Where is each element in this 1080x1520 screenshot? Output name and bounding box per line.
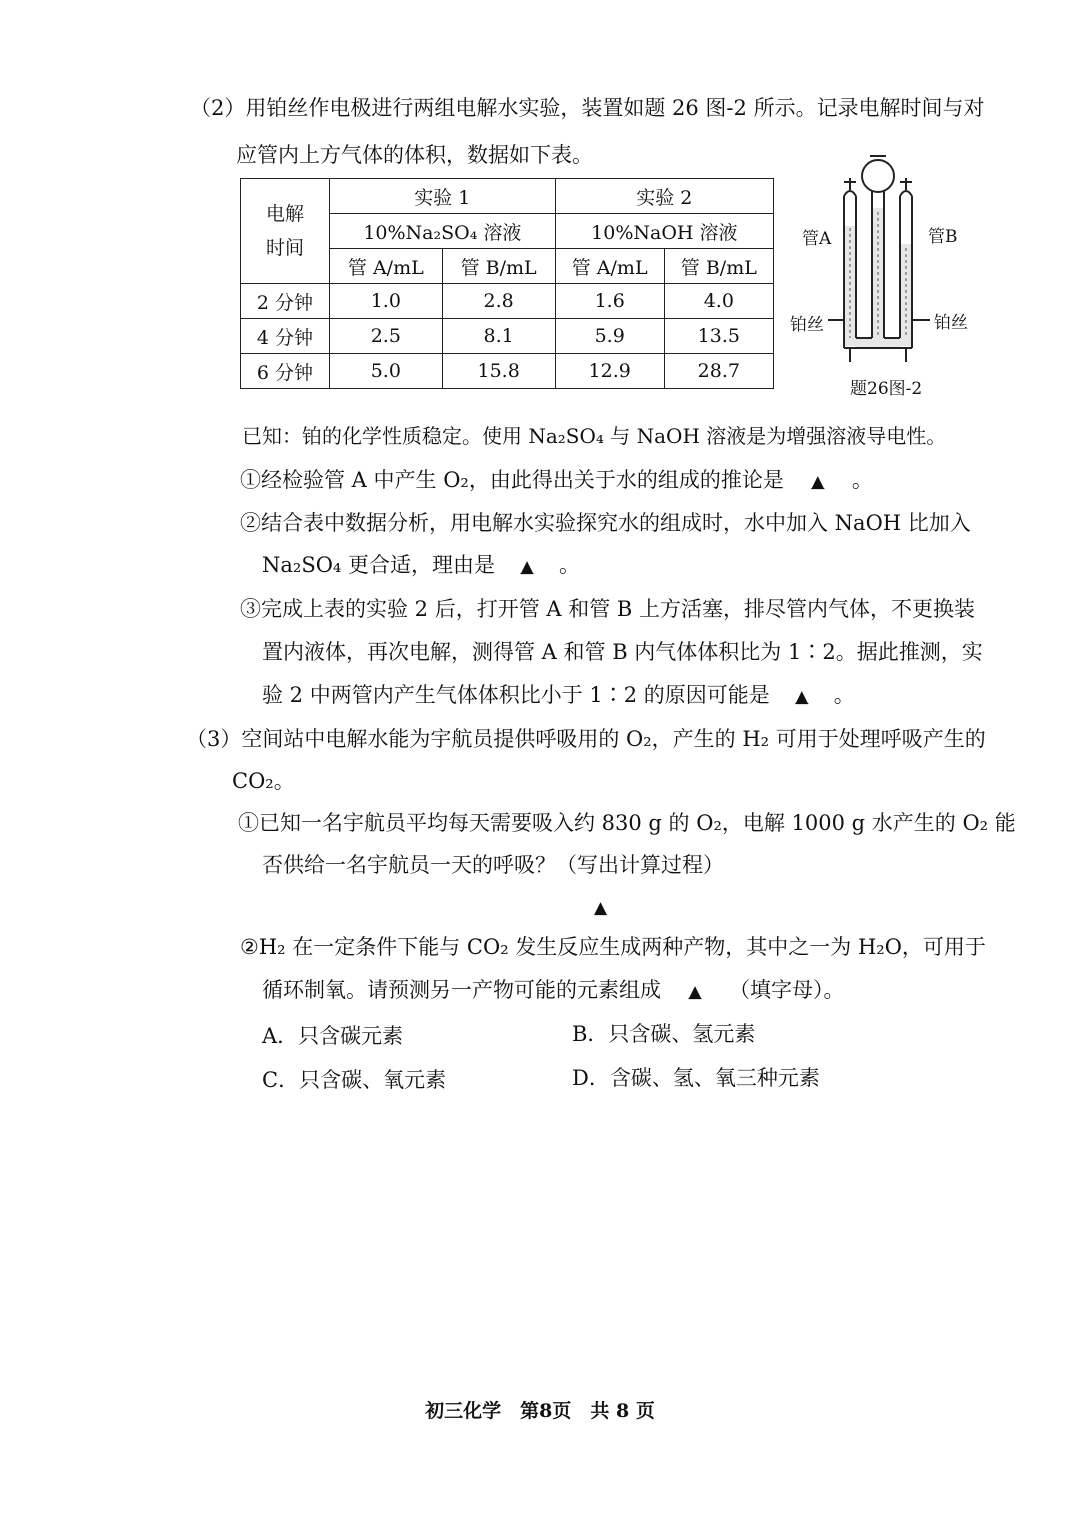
apparatus-drawing bbox=[788, 148, 984, 404]
calculation-answer-mark[interactable]: ▲ bbox=[594, 898, 608, 918]
page-footer: 初三化学 第8页 共 8 页 bbox=[425, 1400, 655, 1422]
question-1-end: 。 bbox=[851, 468, 873, 492]
sub2-end: （填字母）。 bbox=[729, 978, 845, 1002]
question-3-line1: ③完成上表的实验 2 后，打开管 A 和管 B 上方活塞，排尽管内气体，不更换装 bbox=[240, 597, 976, 621]
time-cell: 6 分钟 bbox=[241, 354, 330, 389]
part3-line2: CO₂。 bbox=[232, 769, 295, 793]
answer-blank[interactable]: ▲ bbox=[811, 472, 825, 492]
exp1-col-a: 管 A/mL bbox=[330, 249, 443, 284]
value-cell: 5.9 bbox=[555, 319, 664, 354]
question-2-line2 bbox=[262, 550, 580, 582]
question-3-text: 验 2 中两管内产生气体体积比小于 1∶2 的原因可能是 bbox=[262, 683, 770, 707]
electrolysis-data-table bbox=[240, 178, 774, 389]
part2-line1: （2）用铂丝作电极进行两组电解水实验，装置如题 26 图-2 所示。记录电解时间与对 bbox=[190, 96, 985, 120]
time-cell: 4 分钟 bbox=[241, 319, 330, 354]
question-3-end: 。 bbox=[833, 683, 855, 707]
value-cell: 12.9 bbox=[555, 354, 664, 389]
tube-b-label: 管B bbox=[928, 227, 958, 247]
value-cell: 15.8 bbox=[442, 354, 555, 389]
exp2-col-b: 管 B/mL bbox=[664, 249, 773, 284]
value-cell: 5.0 bbox=[330, 354, 443, 389]
row-header: 电解时间 bbox=[265, 203, 304, 259]
table-row bbox=[241, 319, 774, 354]
table-row bbox=[241, 354, 774, 389]
part3-sub2-line2 bbox=[262, 975, 845, 1007]
question-2-end: 。 bbox=[559, 553, 581, 577]
wire-right-label: 铂丝 bbox=[934, 313, 968, 333]
part3-sub2-line1: ②H₂ 在一定条件下能与 CO₂ 发生反应生成两种产物，其中之一为 H₂O，可用于 bbox=[240, 935, 986, 959]
option-a: A．只含碳元素 bbox=[262, 1024, 404, 1048]
part3-sub1-line2: 否供给一名宇航员一天的呼吸？（写出计算过程） bbox=[262, 853, 724, 877]
option-b: B．只含碳、氢元素 bbox=[572, 1022, 756, 1046]
exp1-col-b: 管 B/mL bbox=[442, 249, 555, 284]
exp1-title: 实验 1 bbox=[330, 179, 556, 214]
sub2-text: 循环制氧。请预测另一产物可能的元素组成 bbox=[262, 978, 661, 1002]
time-cell: 2 分钟 bbox=[241, 284, 330, 319]
table-row bbox=[241, 284, 774, 319]
figure-caption: 题26图-2 bbox=[850, 379, 923, 399]
value-cell: 28.7 bbox=[664, 354, 773, 389]
value-cell: 8.1 bbox=[442, 319, 555, 354]
row-header-cell bbox=[241, 179, 330, 284]
option-c: C．只含碳、氧元素 bbox=[262, 1068, 447, 1092]
value-cell: 2.5 bbox=[330, 319, 443, 354]
value-cell: 1.6 bbox=[555, 284, 664, 319]
value-cell: 2.8 bbox=[442, 284, 555, 319]
electrolysis-apparatus-figure bbox=[788, 148, 984, 404]
part3-line1: （3）空间站中电解水能为宇航员提供呼吸用的 O₂，产生的 H₂ 可用于处理呼吸产生的 bbox=[186, 727, 986, 751]
part2-line2: 应管内上方气体的体积，数据如下表。 bbox=[236, 143, 593, 167]
option-d: D．含碳、氢、氧三种元素 bbox=[572, 1066, 820, 1090]
answer-blank[interactable]: ▲ bbox=[520, 557, 534, 577]
wire-left-label: 铂丝 bbox=[790, 315, 824, 335]
exp2-title: 实验 2 bbox=[555, 179, 773, 214]
exp1-solution: 10%Na₂SO₄ 溶液 bbox=[330, 214, 556, 249]
value-cell: 4.0 bbox=[664, 284, 773, 319]
known-text: 已知：铂的化学性质稳定。使用 Na₂SO₄ 与 NaOH 溶液是为增强溶液导电性。 bbox=[242, 424, 947, 448]
part3-sub1-line1: ①已知一名宇航员平均每天需要吸入约 830 g 的 O₂，电解 1000 g 水产生的 O₂ 能 bbox=[238, 811, 1016, 835]
question-2-line1: ②结合表中数据分析，用电解水实验探究水的组成时，水中加入 NaOH 比加入 bbox=[240, 511, 971, 535]
tube-a-label: 管A bbox=[802, 229, 832, 249]
exp2-col-a: 管 A/mL bbox=[555, 249, 664, 284]
exp2-solution: 10%NaOH 溶液 bbox=[555, 214, 773, 249]
answer-blank[interactable]: ▲ bbox=[795, 687, 809, 707]
value-cell: 1.0 bbox=[330, 284, 443, 319]
value-cell: 13.5 bbox=[664, 319, 773, 354]
question-3-line3 bbox=[262, 680, 855, 712]
answer-blank[interactable]: ▲ bbox=[688, 982, 702, 1002]
question-3-line2: 置内液体，再次电解，测得管 A 和管 B 内气体体积比为 1∶2。据此推测，实 bbox=[262, 640, 983, 664]
question-1 bbox=[240, 465, 873, 497]
question-1-text: ①经检验管 A 中产生 O₂，由此得出关于水的组成的推论是 bbox=[240, 468, 784, 492]
question-2-text: Na₂SO₄ 更合适，理由是 bbox=[262, 553, 496, 577]
